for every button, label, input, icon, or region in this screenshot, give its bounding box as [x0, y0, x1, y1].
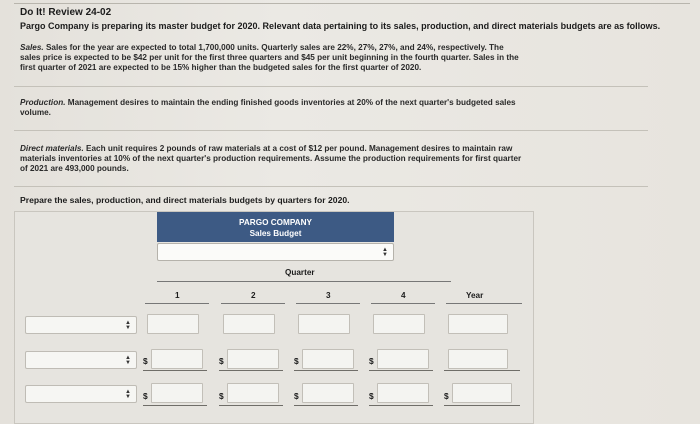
sales-text-3: first quarter of 2021 are expected to be 15% higher than the budgeted sales for the first quarter of 2020.: [20, 63, 422, 72]
currency-symbol: $: [444, 391, 449, 401]
production-text-1: Management desires to maintain the ending finished goods inventories at 20% of the next quarter's budgeted sales: [67, 98, 516, 107]
row-1-year-input[interactable]: [448, 314, 508, 334]
up-down-arrow-icon: ▲ ▼: [382, 247, 388, 258]
row-2-q1-input[interactable]: [151, 349, 203, 369]
row-3-q1-input[interactable]: [151, 383, 203, 403]
column-rule: [145, 303, 209, 304]
materials-text-3: of 2021 are 493,000 pounds.: [20, 164, 129, 173]
quarter-rule: [157, 281, 451, 282]
sales-label: Sales.: [20, 43, 44, 52]
currency-symbol: $: [219, 391, 224, 401]
column-header-q3: 3: [326, 291, 331, 300]
up-down-arrow-icon: ▲ ▼: [125, 389, 131, 400]
currency-symbol: $: [294, 356, 299, 366]
row-1-q1-input[interactable]: [147, 314, 199, 334]
company-name: PARGO COMPANY: [239, 218, 312, 227]
intro-text: Pargo Company is preparing its master budget for 2020. Relevant data pertaining to its sales, production, and direct materials budgets are as follows.: [20, 21, 661, 31]
up-down-arrow-icon: ▲ ▼: [125, 320, 131, 331]
column-rule: [371, 303, 435, 304]
cell-underline: [369, 370, 433, 371]
row-2-year-input[interactable]: [448, 349, 508, 369]
page-title: Do It! Review 24-02: [20, 7, 112, 18]
budget-header: [157, 212, 394, 242]
row-3-year-input[interactable]: [452, 383, 512, 403]
production-text-2: volume.: [20, 108, 51, 117]
cell-underline: [294, 370, 358, 371]
instruction-text: Prepare the sales, production, and direct materials budgets by quarters for 2020.: [20, 195, 350, 205]
cell-underline: [219, 405, 283, 406]
currency-symbol: $: [143, 391, 148, 401]
sales-text-1: Sales for the year are expected to total 1,700,000 units. Quarterly sales are 22%, 27%, 27%, and 24%, respectively. The: [45, 43, 504, 52]
sales-paragraph: [20, 43, 660, 73]
period-select[interactable]: [157, 243, 394, 261]
row-2-q2-input[interactable]: [227, 349, 279, 369]
row-1-label-select[interactable]: [25, 316, 137, 334]
column-header-year: Year: [466, 291, 484, 300]
divider: [14, 186, 648, 187]
currency-symbol: $: [369, 391, 374, 401]
column-rule: [296, 303, 360, 304]
row-1-q2-input[interactable]: [223, 314, 275, 334]
header-rule: [14, 3, 690, 4]
row-1-q3-input[interactable]: [298, 314, 350, 334]
row-3-q2-input[interactable]: [227, 383, 279, 403]
materials-paragraph: [20, 144, 660, 174]
sales-text-2: sales price is expected to be $42 per unit for the first three quarters and $45 per unit beginning in the fourth quarter. Sales in the: [20, 53, 519, 62]
materials-text-2: materials inventories at 10% of the next quarter's production requirements. Assume the production requirements for first quarter: [20, 154, 522, 163]
row-1-q4-input[interactable]: [373, 314, 425, 334]
production-paragraph: [20, 98, 660, 118]
column-rule: [446, 303, 522, 304]
materials-text-1: Each unit requires 2 pounds of raw materials at a cost of $12 per pound. Management desires to maintain raw: [86, 144, 513, 153]
budget-name: Sales Budget: [249, 229, 302, 238]
row-2-q3-input[interactable]: [302, 349, 354, 369]
cell-underline: [444, 405, 520, 406]
column-header-q2: 2: [251, 291, 256, 300]
sales-budget-panel: [14, 211, 534, 424]
quarter-label: Quarter: [285, 268, 315, 277]
column-header-q1: 1: [175, 291, 180, 300]
divider: [14, 86, 648, 87]
row-2-label-select[interactable]: [25, 351, 137, 369]
row-3-label-select[interactable]: [25, 385, 137, 403]
cell-underline: [143, 370, 207, 371]
cell-underline: [219, 370, 283, 371]
row-3-q4-input[interactable]: [377, 383, 429, 403]
column-header-q4: 4: [401, 291, 406, 300]
currency-symbol: $: [143, 356, 148, 366]
up-down-arrow-icon: ▲ ▼: [125, 355, 131, 366]
materials-label: Direct materials.: [20, 144, 84, 153]
row-2-q4-input[interactable]: [377, 349, 429, 369]
cell-underline: [143, 405, 207, 406]
column-rule: [221, 303, 285, 304]
cell-underline: [369, 405, 433, 406]
currency-symbol: $: [369, 356, 374, 366]
row-3-q3-input[interactable]: [302, 383, 354, 403]
currency-symbol: $: [219, 356, 224, 366]
cell-underline: [294, 405, 358, 406]
currency-symbol: $: [294, 391, 299, 401]
divider: [14, 130, 648, 131]
cell-underline: [444, 370, 520, 371]
production-label: Production.: [20, 98, 66, 107]
